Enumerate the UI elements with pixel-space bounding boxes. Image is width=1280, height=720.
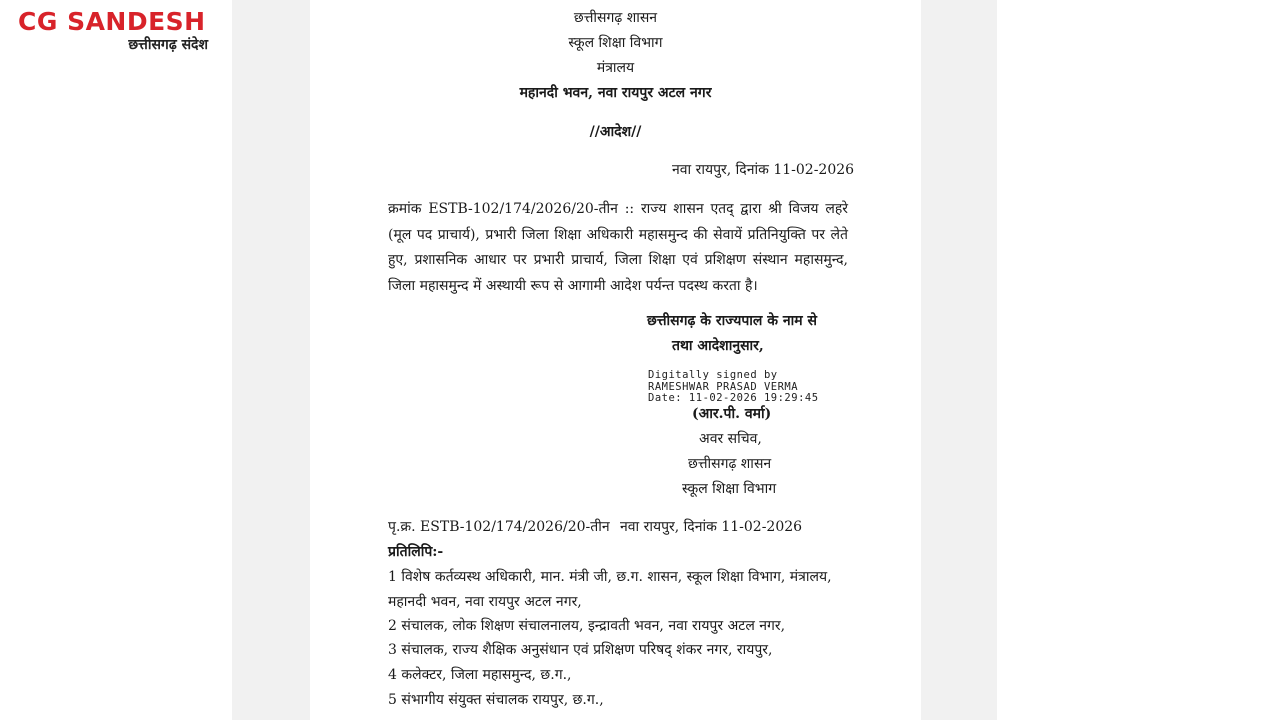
- brand-tagline: छत्तीसगढ़ संदेश: [128, 37, 208, 53]
- right-margin-panel: [921, 0, 997, 720]
- signature-line-1: Digitally signed by: [648, 369, 778, 381]
- brand-name: CG SANDESH: [18, 7, 206, 36]
- header-government: छत्तीसगढ़ शासन: [573, 10, 658, 26]
- header-ministry: मंत्रालय: [596, 60, 635, 76]
- signature-line-3: Date: 11-02-2026 19:29:45: [648, 392, 819, 404]
- left-margin-panel: [232, 0, 310, 720]
- authority-line-1: छत्तीसगढ़ के राज्यपाल के नाम से: [647, 313, 817, 329]
- copy-item: 4 कलेक्टर, जिला महासमुन्द, छ.ग.,: [388, 667, 572, 683]
- header-department: स्कूल शिक्षा विभाग: [568, 35, 663, 51]
- header-address: महानदी भवन, नवा रायपुर अटल नगर: [519, 85, 712, 101]
- authority-line-2: तथा आदेशानुसार,: [672, 338, 764, 354]
- brand-logo: [18, 8, 218, 54]
- copy-item: 1 विशेष कर्तव्यस्थ अधिकारी, मान. मंत्री जी, छ.ग. शासन, स्कूल शिक्षा विभाग, मंत्रालय,: [388, 569, 832, 585]
- signatory-org-1: छत्तीसगढ़ शासन: [688, 456, 772, 472]
- endorsement-place-date: नवा रायपुर, दिनांक 11-02-2026: [620, 519, 803, 535]
- order-body: क्रमांक ESTB-102/174/2026/20-तीन :: राज्य शासन एतद् द्वारा श्री विजय लहरे (मूल पद प्राचार्य), प्रभारी जिला शिक्षा अधिकारी महासमुन्द की सेवायें प्रतिनियुक्ति पर लेते हुए, प्रशासनिक आधार पर प्रभारी प्राचार्य, जिला शिक्षा एवं प्रशिक्षण संस्थान महासमुन्द, जिला महासमुन्द में अस्थायी रूप से आगामी आदेश पर्यन्त पदस्थ करता है।: [388, 201, 848, 294]
- order-place-date: नवा रायपुर, दिनांक 11-02-2026: [672, 162, 855, 178]
- signatory-name: (आर.पी. वर्मा): [692, 406, 772, 422]
- endorsement-ref: पृ.क्र. ESTB-102/174/2026/20-तीन: [388, 519, 610, 535]
- order-title: //आदेश//: [589, 124, 642, 140]
- signatory-org-2: स्कूल शिक्षा विभाग: [682, 481, 777, 497]
- signature-line-2: RAMESHWAR PRASAD VERMA: [648, 380, 799, 393]
- copy-item: 3 संचालक, राज्य शैक्षिक अनुसंधान एवं प्रशिक्षण परिषद् शंकर नगर, रायपुर,: [388, 642, 773, 658]
- document-page: [310, 0, 921, 720]
- copy-item: 5 संभागीय संयुक्त संचालक रायपुर, छ.ग.,: [388, 692, 604, 708]
- copy-item: 2 संचालक, लोक शिक्षण संचालनालय, इन्द्रावती भवन, नवा रायपुर अटल नगर,: [388, 618, 786, 634]
- signatory-designation: अवर सचिव,: [699, 431, 762, 447]
- digital-signature: [648, 370, 819, 405]
- copy-label: प्रतिलिपि:-: [388, 544, 444, 560]
- copy-item: महानदी भवन, नवा रायपुर अटल नगर,: [388, 594, 582, 610]
